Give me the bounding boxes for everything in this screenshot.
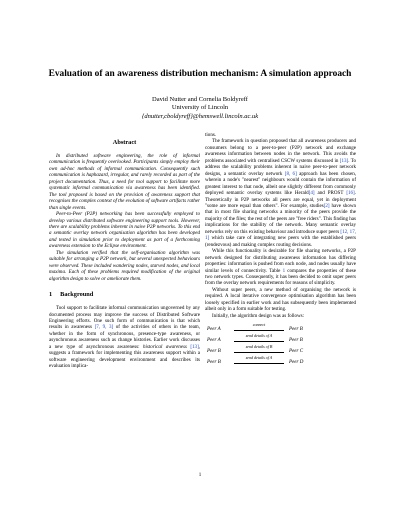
table-reference-link[interactable]: 1 — [282, 267, 286, 274]
text-run: have shown that in most file sharing networks a minority of the peers provide the majority of the files; the rest of the peers are "free riders". This finding has implications for the stability of the network. Many semantic overlay networks rely on this existing behaviour and introduce super peers — [205, 202, 357, 235]
citation-link[interactable]: [4] — [308, 190, 315, 197]
exchange-label: send details of B — [245, 344, 273, 350]
emphasis-text: historical awareness — [143, 343, 187, 350]
text-run: of the activities of others in the team, whether in the form of synchronous, presence-type awareness, or asynchronous awareness such as change histories. Earlier work discusses a new type of asynchronous awareness: — [49, 324, 200, 350]
peer-from: Peer A — [207, 327, 221, 333]
abstract-paragraph: In distributed software engineering, the role of informal communication is frequently overlooked. Participants simply employ their own ad-hoc methods of informal communication. Consequently such communication is haphazard, irregular, and rarely recorded as part of the project documentation. Thus, a need for tool support to facilitate more systematic informal communication via awareness has been identified. The tool proposed is based on the provision of awareness support that recognises the complex context of the evolution of software artifacts rather than single events. — [49, 153, 201, 211]
text-run: While this functionality is desirable for file sharing networks, a P2P network designed for distributing awareness information has differing properties: information is pushed from each node, and nodes usually have similar levels of connectivity. Table — [205, 248, 356, 274]
text-run: which take care of integrating new peers with the established peers (rendezvous) and making complex routing decisions. — [205, 235, 357, 248]
exchange-arrow — [234, 330, 284, 331]
citation-link[interactable]: [13] — [190, 343, 199, 350]
text-run: approach has been chosen, wherein a node's "nearest" neighbours would contain the information of greatest interest to that node, albeit one slightly different from commonly deployed semantic overlay systems like Herald — [205, 170, 357, 197]
body-paragraph: Without super peers, a new method of organising the network is required. A local iterative convergence optimisation algorithm has been loosely specified in earlier work and has subsequently been implemented albeit only in a form suitable for testing. — [205, 286, 356, 313]
body-paragraph: Initially, the algorithm design was as follows: — [212, 312, 305, 319]
page-number: 1 — [198, 473, 202, 478]
citation-link[interactable]: [8, 6] — [284, 170, 297, 177]
exchange-label: send details of A — [245, 333, 273, 339]
abstract-paragraph: Peer-to-Peer (P2P) networking has been successfully employed to develop various distributed software engineering support tools. However, there are scalability problems inherent in naive P2P networks. To this end a semantic overlay network organisation algorithm has been developed and tested in simulation prior to deployment as part of a forthcoming awareness extension to the Eclipse environment. — [49, 211, 200, 250]
citation-link[interactable]: [12, 17, 1] — [205, 228, 356, 242]
exchange-arrow — [234, 363, 284, 364]
abstract-paragraph: The simulation verified that the self-organisation algorithm was suitable for arranging a P2P network, but several unexpected behaviours were observed. These included wandering nodes, starved nodes, and local maxima. Each of these problems required modification of the original algorithm design to solve or ameliorate them. — [49, 249, 200, 282]
text-run: . To address the scalability problems inherent in naive peer-to-peer network designs, a semantic overlay network — [205, 157, 356, 177]
citation-link[interactable]: [7, 9, 3] — [94, 324, 114, 331]
body-paragraph: tions. — [205, 132, 217, 138]
exchange-arrow — [234, 352, 284, 353]
text-run: . Theoretically in P2P networks all peers are equal, yet in deployment "some are more equal than others". For example, studies — [205, 190, 357, 209]
text-run: , suggests a framework for implementing this awareness support within a software engineering development environment and describes its evaluation implica- — [49, 343, 201, 370]
author-email: {dnutter,cboldyreff}@hemswell.lincoln.ac.uk — [141, 112, 259, 120]
body-paragraph — [205, 248, 356, 287]
text-run: compares the properties of these two network types. Consequently, it has been decided to omit super peers from the overlay network requirements for reasons of simplicity. — [205, 267, 357, 287]
peer-to: Peer B — [289, 327, 303, 333]
author-block — [0, 96, 400, 121]
exchange-row — [207, 357, 327, 367]
exchange-arrow — [234, 341, 284, 342]
exchange-label: connect — [252, 322, 266, 328]
peer-from: Peer B — [207, 349, 221, 355]
section-title: Background — [60, 291, 94, 299]
exchange-label: send details of A — [245, 355, 273, 361]
body-paragraph — [49, 305, 200, 370]
citation-link[interactable]: [13] — [339, 157, 349, 164]
text-run: Tool support to facilitate informal communication ungoverned by any documented process may improve the success of Distributed Software Engineering efforts. One such form of communication is that which results in awareness — [49, 305, 200, 331]
citation-link[interactable]: [2] — [323, 202, 330, 209]
abstract-heading: Abstract — [112, 139, 137, 146]
section-number: 1 — [49, 291, 53, 299]
text-run: The framework in question proposed that all awareness producers and consumers belong to a peer-to-peer (P2P) network and exchange awareness information between nodes in the network. This avoids the problems associated with centralised CSCW systems discussed in — [205, 138, 356, 164]
peer-from: Peer A — [207, 338, 221, 344]
peer-from: Peer B — [207, 360, 221, 366]
citation-link[interactable]: [16] — [346, 190, 355, 197]
left-column — [49, 139, 200, 370]
body-paragraph — [205, 138, 356, 248]
peer-to: Peer C — [289, 349, 304, 355]
message-exchange-diagram — [207, 324, 356, 370]
right-column — [205, 132, 356, 370]
paper-title: Evaluation of an awareness distribution mechanism: A simulation approach — [48, 69, 352, 79]
author-affiliation: University of Lincoln — [171, 104, 229, 112]
text-run: and PROST — [317, 190, 344, 197]
peer-to: Peer B — [289, 338, 303, 344]
section-heading-background — [49, 291, 200, 299]
author-names: David Nutter and Cornelia Boldyreff — [152, 96, 248, 103]
peer-to: Peer D — [289, 360, 304, 366]
abstract-section — [49, 139, 200, 282]
